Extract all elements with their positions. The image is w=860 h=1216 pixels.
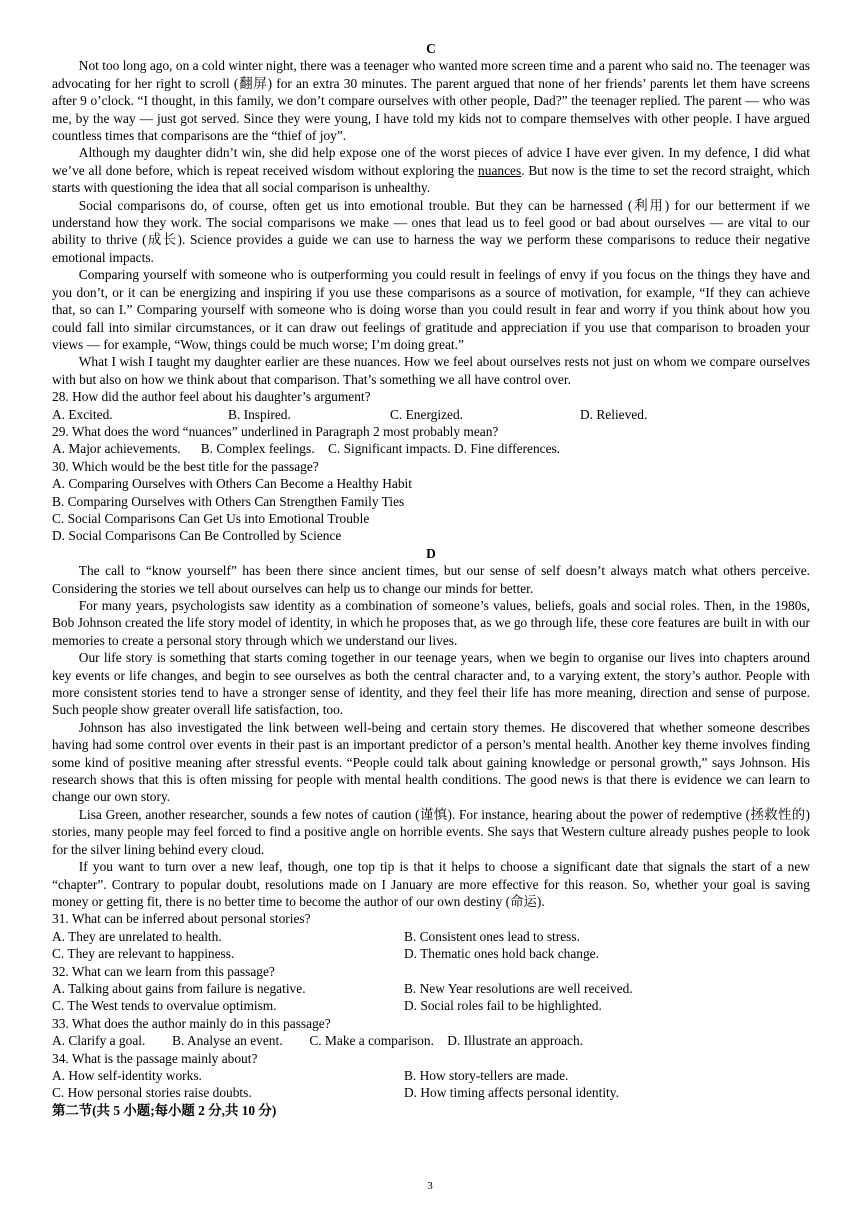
question-28-options xyxy=(52,406,810,423)
passage-c-paragraph-2 xyxy=(52,144,810,196)
passage-c-paragraph-5: What I wish I taught my daughter earlier are these nuances. How we feel about ourselves rests not just on whom we compare ourselves with but also on how we think about that comparison. That’s something we all have control over. xyxy=(52,354,810,387)
passage-d-paragraph-1: The call to “know yourself” has been there since ancient times, but our sense of self doesn’t always match what others perceive. Considering the stories we tell about ourselves can help us to change our minds for better. xyxy=(52,563,810,596)
question-31-stem: 31. What can be inferred about personal stories? xyxy=(52,911,311,927)
question-34-stem: 34. What is the passage mainly about? xyxy=(52,1050,258,1066)
passage-c-paragraph-3: Social comparisons do, of course, often get us into emotional trouble. But they can be harnessed (利用) for our betterment if we understand how they work. The social comparisons we make — ones that lead us to feel good or bad about ourselves — are vital to our ability to thrive (成长). Science provides a guide we can use to harness the way we perform these comparisons to reduce their negative emotional impacts. xyxy=(52,197,810,265)
paragraph-2-text-end: . But now is the time to set the record straight, which starts with questioning the idea that all social comparison is unhealthy. xyxy=(52,162,810,196)
paragraph-2-text-start: Although my daughter didn’t win, she did help expose one of the worst pieces of advice I have ever given. In my defence, I did what we’ve all done before, which is repeat received wisdom without exploring the xyxy=(52,145,810,178)
question-33-options: A. Clarify a goal. B. Analyse an event. C. Make a comparison. D. Illustrate an approach. xyxy=(52,1033,584,1049)
question-34-option-b: B. How story-tellers are made. xyxy=(404,1067,569,1083)
question-28-option-c: C. Energized. xyxy=(390,406,464,422)
question-32-option-a: A. Talking about gains from failure is negative. xyxy=(52,980,306,996)
question-33-stem: 33. What does the author mainly do in this passage? xyxy=(52,1015,331,1031)
passage-d-paragraph-5: Lisa Green, another researcher, sounds a few notes of caution (谨慎). For instance, hearing about the power of redemptive (拯救性的) stories, many people may feel forced to find a positive angle on horrible events. She says that Western culture already pushes people to look for the silver lining behind every cloud. xyxy=(52,806,810,857)
question-31-option-b: B. Consistent ones lead to stress. xyxy=(404,928,580,944)
question-28-stem: 28. How did the author feel about his daughter’s argument? xyxy=(52,389,371,405)
passage-d-paragraph-6: If you want to turn over a new leaf, though, one top tip is that it helps to choose a significant date that signals the start of a new “chapter”. Contrary to popular doubt, resolutions made on I January are more effective for this reason. So, whether your goal is saving money or getting fit, there is no better time to become the author of our own destiny (命运). xyxy=(52,859,810,909)
section-2-heading: 第二节(共 5 小题;每小题 2 分,共 10 分) xyxy=(52,1102,277,1118)
question-34-option-d: D. How timing affects personal identity. xyxy=(404,1085,619,1101)
document-page xyxy=(52,40,810,1119)
question-31-option-a: A. They are unrelated to health. xyxy=(52,928,222,944)
passage-c-paragraph-1: Not too long ago, on a cold winter night, there was a teenager who wanted more screen time and a parent who said no. The teenager was advocating for her right to scroll (翻屏) for an extra 30 minutes. The parent argued that none of her friends’ parents let them have screens after 9 o’clock. “I thought, in this family, we don’t compare ourselves with other people, Dad?” the teenager replied. The parent — who was me, by the way — just got served. Since they were young, I have told my kids not to compare themselves with other people. I have argued countless times that comparisons are the “thief of joy”. xyxy=(52,58,810,144)
question-30-stem: 30. Which would be the best title for the passage? xyxy=(52,458,319,474)
question-32-option-c: C. The West tends to overvalue optimism. xyxy=(52,998,277,1014)
question-30-option-b: B. Comparing Ourselves with Others Can Strengthen Family Ties xyxy=(52,493,405,509)
section-c-header: C xyxy=(426,41,436,56)
question-30-option-c: C. Social Comparisons Can Get Us into Emotional Trouble xyxy=(52,510,370,526)
question-34-option-a: A. How self-identity works. xyxy=(52,1067,202,1083)
question-28-option-b: B. Inspired. xyxy=(228,406,291,422)
question-29-stem: 29. What does the word “nuances” underlined in Paragraph 2 most probably mean? xyxy=(52,423,499,439)
question-34-option-c: C. How personal stories raise doubts. xyxy=(52,1085,252,1101)
question-32-option-b: B. New Year resolutions are well received. xyxy=(404,980,633,996)
question-34-options xyxy=(52,1067,810,1102)
underlined-word-nuances: nuances xyxy=(478,162,522,178)
page-number: 3 xyxy=(427,1180,433,1192)
question-30-option-a: A. Comparing Ourselves with Others Can Become a Healthy Habit xyxy=(52,476,412,492)
question-32-options xyxy=(52,980,810,1015)
question-28-option-a: A. Excited. xyxy=(52,406,113,422)
question-28-option-d: D. Relieved. xyxy=(580,406,648,422)
question-31-option-c: C. They are relevant to happiness. xyxy=(52,946,235,962)
section-d-header: D xyxy=(426,545,436,561)
question-32-stem: 32. What can we learn from this passage? xyxy=(52,963,275,979)
question-31-option-d: D. Thematic ones hold back change. xyxy=(404,946,599,962)
passage-c-paragraph-4: Comparing yourself with someone who is outperforming you could result in feelings of envy if you focus on the things they have and you don’t, or it can be energizing and inspiring if you use these comparisons as a source of motivation, for example, “If they can achieve that, so can I.” Comparing yourself with someone who is doing worse than you could result in fear and worry if you think about how you could fall into similar circumstances, or it can draw out feelings of gratitude and appreciation if you use that comparison to broaden your views — for example, “Wow, things could be much worse; I’m doing great.” xyxy=(52,267,810,352)
question-29-options: A. Major achievements. B. Complex feelings. C. Significant impacts. D. Fine differences. xyxy=(52,441,561,457)
question-30-option-d: D. Social Comparisons Can Be Controlled by Science xyxy=(52,528,342,544)
passage-d-paragraph-2: For many years, psychologists saw identity as a combination of someone’s values, beliefs, goals and social roles. Then, in the 1980s, Bob Johnson created the life story model of identity, in which he proposes that, as we go through life, these core features are built in with our memories to create a personal story through which we understand our lives. xyxy=(52,598,810,648)
question-32-option-d: D. Social roles fail to be highlighted. xyxy=(404,998,602,1014)
passage-d-paragraph-4: Johnson has also investigated the link between well-being and certain story themes. He discovered that whether someone describes having had some control over events in their past is an important predictor of a person’s mental health. Another key theme involves finding some kind of positive meaning after stressful events. “People could talk about gaining knowledge or personal growth,” says Johnson. His research shows that this is often missing for people with mental health conditions. The good news is that there is evidence we can learn to change our own story. xyxy=(52,719,810,805)
question-31-options xyxy=(52,928,810,963)
passage-d-paragraph-3: Our life story is something that starts coming together in our teenage years, when we begin to organise our lives into chapters around key events or life changes, and begin to see ourselves as both the central character and, to a varying extent, the story’s author. People with more consistent stories tend to have a stronger sense of identity, and they feel their life has more meaning, direction and sense of purpose. Such people show greater overall life satisfaction, too. xyxy=(52,650,810,718)
